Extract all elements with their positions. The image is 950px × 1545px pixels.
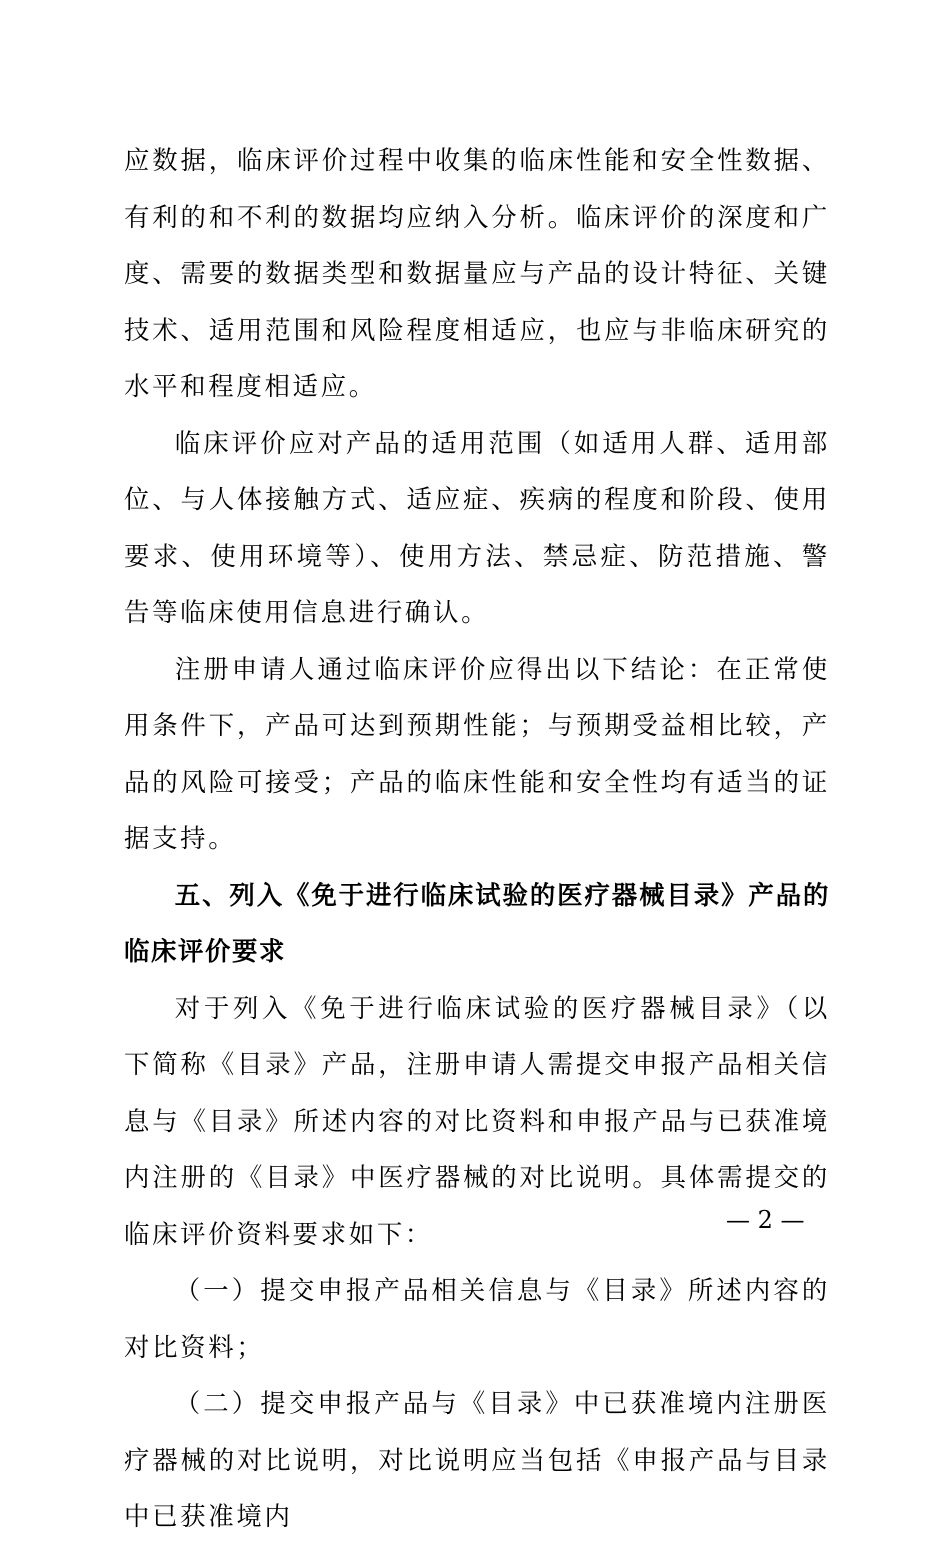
paragraph-data-analysis: 应数据，临床评价过程中收集的临床性能和安全性数据、有利的和不利的数据均应纳入分析。临床评价的深度和广度、需要的数据类型和数据量应与产品的设计特征、关键技术、适用范围和风险程度相适应，也应与非临床研究的水平和程度相适应。 xyxy=(124,145,830,401)
page-number: — 2 — xyxy=(726,1206,805,1234)
paragraph-catalog-products: 对于列入《免于进行临床试验的医疗器械目录》（以下简称《目录》产品，注册申请人需提交申报产品相关信息与《目录》所述内容的对比资料和申报产品与已获准境内注册的《目录》中医疗器械的对比说明。具体需提交的临床评价资料要求如下： xyxy=(124,992,830,1249)
document-page xyxy=(124,132,830,1545)
list-item-two: （二）提交申报产品与《目录》中已获准境内注册医疗器械的对比说明，对比说明应当包括《申报产品与目录中已获准境内 xyxy=(124,1388,830,1531)
paragraph-scope-confirmation: 临床评价应对产品的适用范围（如适用人群、适用部位、与人体接触方式、适应症、疾病的程度和阶段、使用要求、使用环境等）、使用方法、禁忌症、防范措施、警告等临床使用信息进行确认。 xyxy=(124,427,830,627)
paragraph-conclusion: 注册申请人通过临床评价应得出以下结论：在正常使用条件下，产品可达到预期性能；与预期受益相比较，产品的风险可接受；产品的临床性能和安全性均有适当的证据支持。 xyxy=(124,653,830,853)
list-item-one: （一）提交申报产品相关信息与《目录》所述内容的对比资料； xyxy=(124,1275,830,1362)
section-heading-five: 五、列入《免于进行临床试验的医疗器械目录》产品的临床评价要求 xyxy=(124,879,830,966)
